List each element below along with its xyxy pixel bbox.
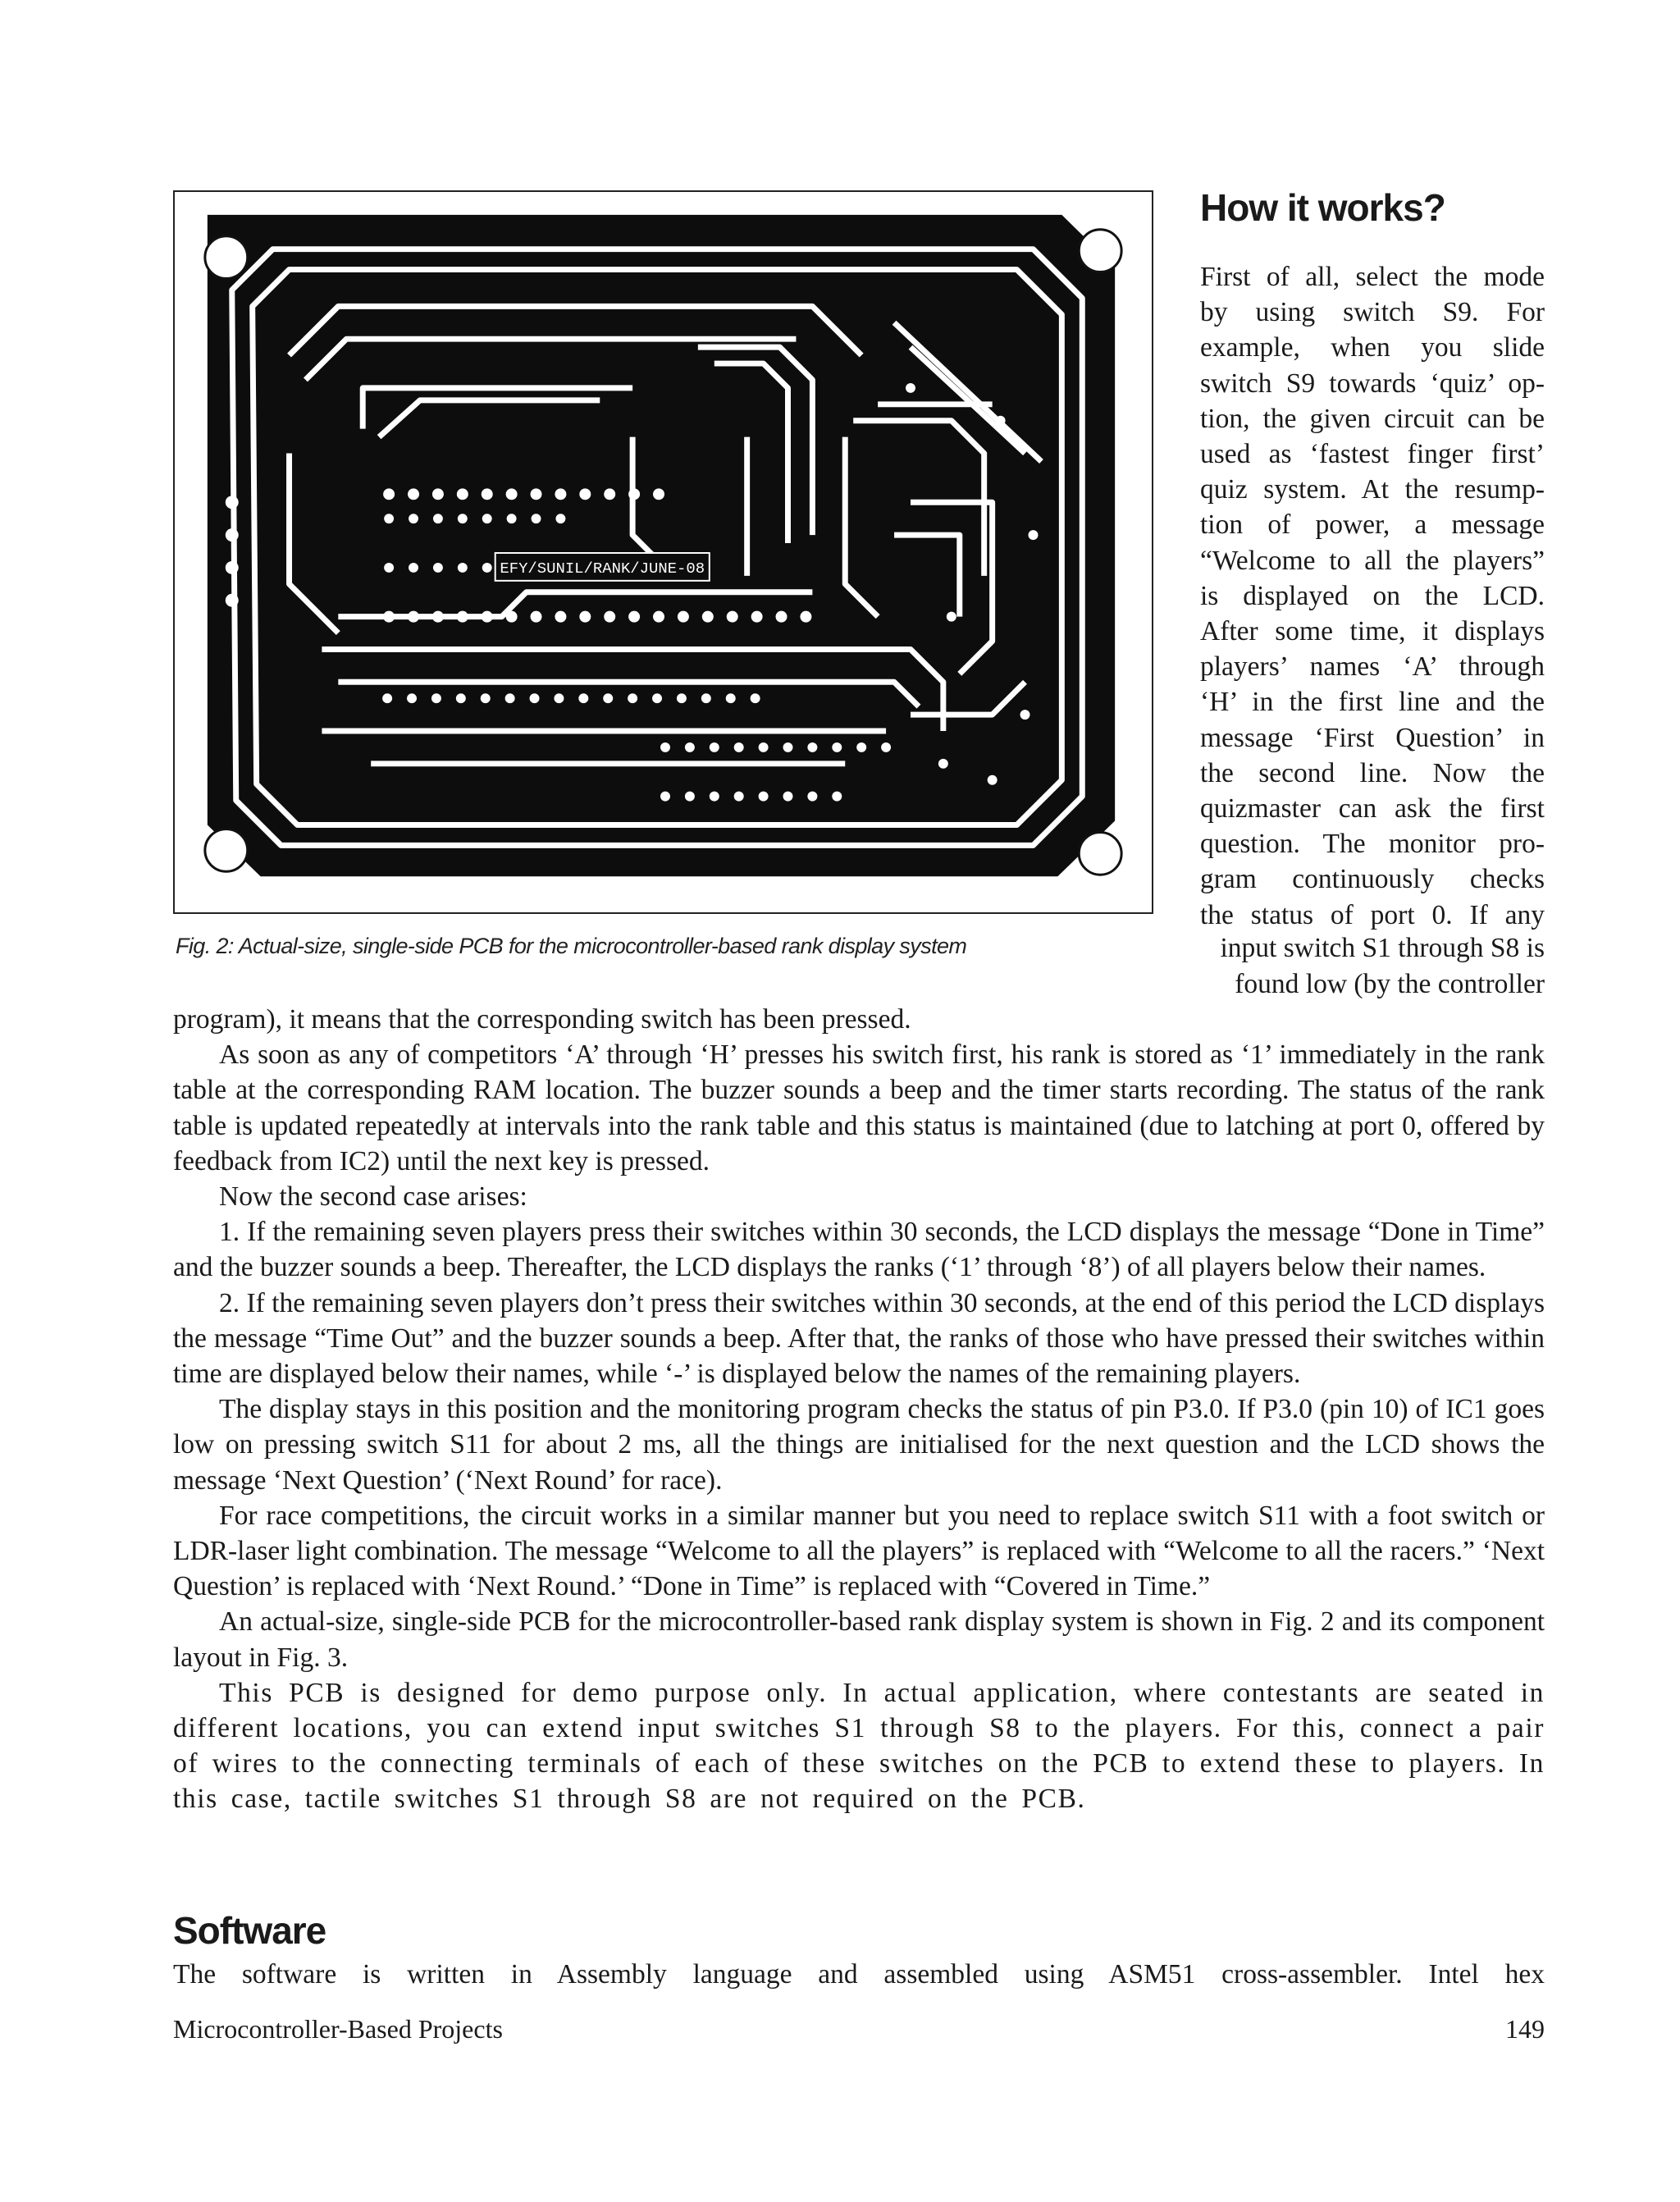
pcb-silkscreen-label: EFY/SUNIL/RANK/JUNE-08 — [500, 559, 705, 578]
side-line: switch S9 towards ‘quiz’ op- — [1200, 368, 1545, 399]
pcb-figure — [173, 190, 1153, 914]
section-heading-software: Software — [173, 1909, 326, 1952]
paragraph: This PCB is designed for demo purpose only. In actual application, where contestants are seated in different locations, you can extend input switches S1 through S8 to the players. For this, connect a pair of wires to the connecting terminals of each of these switches on the PCB to extend these to players. In this case, tactile switches S1 through S8 are not required on the PCB. — [173, 1677, 1545, 1815]
side-line: ‘H’ in the first line and the — [1200, 687, 1545, 718]
side-column-text — [1200, 259, 1545, 933]
body-text — [173, 1002, 1545, 1817]
side-continuation-line: input switch S1 through S8 is — [1220, 933, 1545, 963]
footer-book-title: Microcontroller-Based Projects — [173, 2014, 503, 2044]
paragraph: program), it means that the corresponding switch has been pressed. — [173, 1004, 911, 1035]
side-line: “Welcome to all the players” — [1200, 545, 1545, 576]
paragraph: 1. If the remaining seven players press their switches within 30 seconds, the LCD displays the message “Done in Time” and the buzzer sounds a beep. Thereafter, the LCD displays the ranks (‘1’ through ‘8’) of all players below their names. — [173, 1217, 1545, 1283]
side-line: gram continuously checks — [1200, 864, 1545, 895]
section-heading-how-it-works: How it works? — [1200, 186, 1445, 229]
side-line: example, when you slide — [1200, 332, 1545, 363]
side-line: used as ‘fastest finger first’ — [1200, 439, 1545, 470]
side-line: is displayed on the LCD. — [1200, 580, 1545, 611]
side-line: players’ names ‘A’ through — [1200, 651, 1545, 683]
pcb-artwork — [175, 192, 1152, 912]
paragraph: An actual-size, single-side PCB for the microcontroller-based rank display system is shown in Fig. 2 and its component layout in Fig. 3. — [173, 1606, 1545, 1673]
paragraph: Now the second case arises: — [219, 1181, 527, 1213]
side-line: First of all, select the mode — [1200, 262, 1545, 292]
side-line: tion, the given circuit can be — [1200, 403, 1545, 434]
paragraph: For race competitions, the circuit works in a similar manner but you need to replace switch S11 with a foot switch or LDR-laser light combination. The message “Welcome to all the players” is replaced with “Welcome to all the racers.” ‘Next Question’ is replaced with ‘Next Round.’ “Done in Time” is replaced with “Covered in Time.” — [173, 1500, 1545, 1602]
paragraph: 2. If the remaining seven players don’t press their switches within 30 seconds, at the end of this period the LCD displays the message “Time Out” and the buzzer sounds a beep. After that, the ranks of those who have pressed their switches within time are displayed below their names, while ‘-’ is displayed below the names of the remaining players. — [173, 1287, 1545, 1390]
side-line: the second line. Now the — [1200, 757, 1545, 788]
side-line: quiz system. At the resump- — [1200, 474, 1545, 505]
side-line: After some time, it displays — [1200, 616, 1545, 647]
side-line: quizmaster can ask the first — [1200, 793, 1545, 825]
paragraph: The display stays in this position and the monitoring program checks the status of pin P3.0. If P3.0 (pin 10) of IC1 goes low on pressing switch S11 for about 2 ms, all the things are initialised for the next question and the LCD shows the message ‘Next Question’ (‘Next Round’ for race). — [173, 1394, 1545, 1496]
side-line: question. The monitor pro- — [1200, 829, 1545, 860]
side-line: tion of power, a message — [1200, 509, 1545, 541]
side-line: the status of port 0. If any — [1200, 899, 1545, 930]
side-line: by using switch S9. For — [1200, 297, 1545, 328]
side-continuation-line: found low (by the controller — [1235, 969, 1545, 999]
software-text: The software is written in Assembly language and assembled using ASM51 cross-assembler. Intel hex — [173, 1959, 1545, 1990]
figure-caption: Fig. 2: Actual-size, single-side PCB for the microcontroller-based rank display system — [176, 934, 967, 958]
side-line: message ‘First Question’ in — [1200, 722, 1545, 753]
footer-page-number: 149 — [1505, 2014, 1545, 2044]
paragraph: As soon as any of competitors ‘A’ through ‘H’ presses his switch first, his rank is stored as ‘1’ immediately in the rank table at the corresponding RAM location. The buzzer sounds a beep and the timer starts recording. The status of the rank table is updated repeatedly at intervals into the rank table and this status is maintained (due to latching at port 0, offered by feedback from IC2) until the next key is pressed. — [173, 1039, 1545, 1176]
